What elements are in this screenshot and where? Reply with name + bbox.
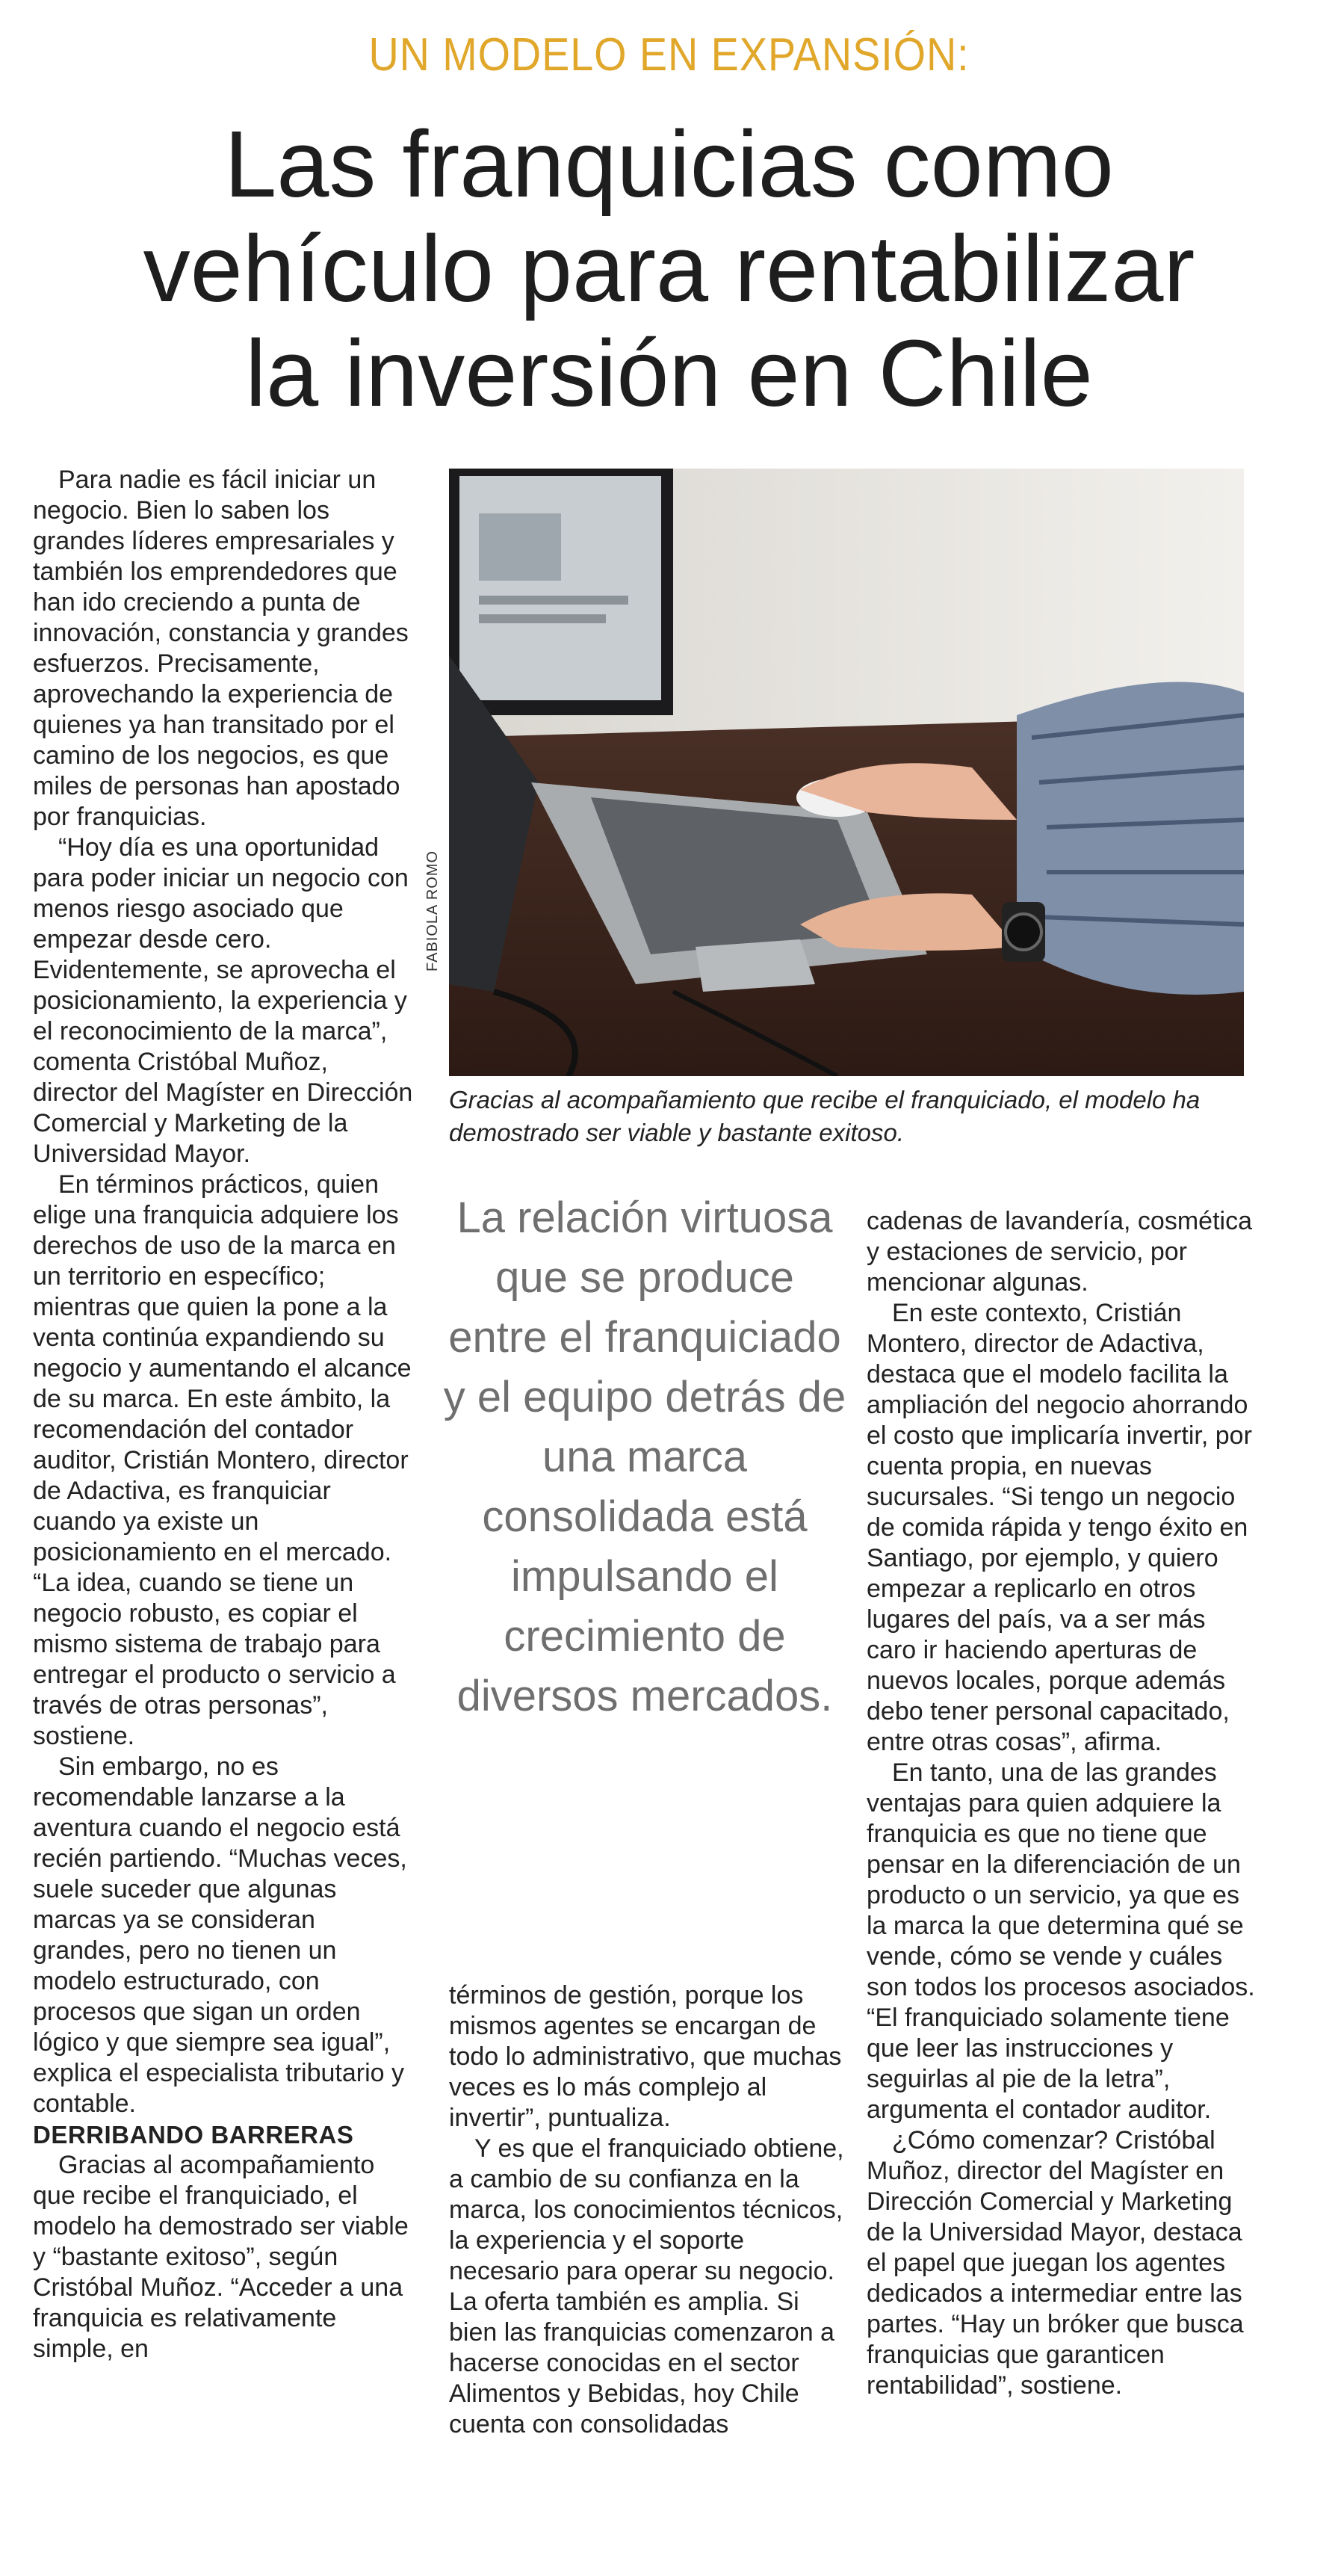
body-paragraph: “Hoy día es una oportunidad para poder iniciar un negocio con menos riesgo asociado que empezar desde cero. Evidentemente, se aprovecha el posicionamiento, la experiencia y el reconocimiento de la marca”, comenta Cristóbal Muñoz, director del Magíster en Dirección Comercial y Marketing de la Universidad Mayor. xyxy=(33,833,413,1168)
headline-line-1: Las franquicias como xyxy=(224,111,1114,217)
article-column-3 xyxy=(867,1206,1255,2401)
article-column-1 xyxy=(33,465,418,2365)
section-subhead: DERRIBANDO BARRERAS xyxy=(33,2121,354,2149)
laptop-photo-illustration xyxy=(449,469,1244,1076)
body-paragraph: Para nadie es fácil iniciar un negocio. Bien lo saben los grandes líderes empresariales y también los emprendedores que han ido creciendo a punta de innovación, constancia y grandes esfuerzos. Precisamente, aprovechando la experiencia de quienes ya han transitado por el camino de los negocios, es que miles de personas han apostado por franquicias. xyxy=(33,466,409,831)
body-paragraph: Y es que el franquiciado obtiene, a cambio de su confianza en la marca, los conocimientos técnicos, la experiencia y el soporte necesario para operar su negocio. La oferta también es amplia. Si bien las franquicias comenzaron a hacerse conocidas en el sector Alimentos y Bebidas, hoy Chile cuenta con consolidadas xyxy=(449,2134,844,2438)
pull-quote: La relación virtuosa que se produce entre el franquiciado y el equipo detrás de una marca consolidada está impulsando el crecimiento de diversos mercados. xyxy=(443,1193,846,1720)
section-kicker: UN MODELO EN EXPANSIÓN: xyxy=(368,29,970,81)
body-paragraph: Gracias al acompañamiento que recibe el franquiciado, el modelo ha demostrado ser viable y “bastante exitoso”, según Cristóbal Muñoz. “Acceder a una franquicia es relativamente simple, en xyxy=(33,2151,409,2363)
body-paragraph: términos de gestión, porque los mismos agentes se encargan de todo lo administrativo, que muchas veces es lo más complejo al invertir”, puntualiza. xyxy=(449,1981,842,2132)
photo-caption: Gracias al acompañamiento que recibe el franquiciado, el modelo ha demostrado ser viable y bastante exitoso. xyxy=(449,1086,1201,1146)
body-paragraph: cadenas de lavandería, cosmética y estaciones de servicio, por mencionar algunas. xyxy=(867,1207,1252,1297)
body-paragraph: Sin embargo, no es recomendable lanzarse a la aventura cuando el negocio está recién partiendo. “Muchas veces, suele suceder que algunas marcas ya se consideran grandes, pero no tienen un modelo estructurado, con procesos que sigan un orden lógico y que siempre sea igual”, explica el especialista tributario y contable. xyxy=(33,1752,407,2118)
article-photo xyxy=(449,469,1244,1076)
body-paragraph: En este contexto, Cristián Montero, director de Adactiva, destaca que el modelo facilita la ampliación del negocio ahorrando el costo que implicaría invertir, por cuenta propia, en nuevas sucursales. “Si tengo un negocio de comida rápida y tengo éxito en Santiago, por ejemplo, y quiero empezar a replicarlo en otros lugares del país, va a ser más caro ir haciendo aperturas de nuevos locales, porque además debo tener personal capacitado, entre otras cosas”, afirma. xyxy=(867,1299,1252,1756)
body-paragraph: En tanto, una de las grandes ventajas para quien adquiere la franquicia es que no tiene que pensar en la diferenciación de un producto o un servicio, ya que es la marca la que determina qué se vende, cómo se vende y cuáles son todos los procesos asociados. “El franquiciado solamente tiene que leer las instrucciones y seguirlas al pie de la letra”, argumenta el contador auditor. xyxy=(867,1758,1255,2124)
article-headline xyxy=(45,112,1293,426)
article-column-2 xyxy=(449,1980,845,2440)
headline-line-3: la inversión en Chile xyxy=(245,321,1093,426)
photo-credit: FABIOLA ROMO xyxy=(424,850,441,972)
body-paragraph: En términos prácticos, quien elige una franquicia adquiere los derechos de uso de la marca en un territorio en específico; mientras que quien la pone a la venta continúa expandiendo su negocio y aumentando el alcance de su marca. En este ámbito, la recomendación del contador auditor, Cristián Montero, director de Adactiva, es franquiciar cuando ya existe un posicionamiento en el mercado. “La idea, cuando se tiene un negocio robusto, es copiar el mismo sistema de trabajo para entregar el producto o servicio a través de otras personas”, sostiene. xyxy=(33,1170,412,1750)
body-paragraph: ¿Cómo comenzar? Cristóbal Muñoz, director del Magíster en Dirección Comercial y Marketing de la Universidad Mayor, destaca el papel que juegan los agentes dedicados a intermediar entre las partes. “Hay un bróker que busca franquicias que garanticen rentabilidad”, sostiene. xyxy=(867,2126,1244,2400)
headline-line-2: vehículo para rentabilizar xyxy=(143,216,1195,321)
